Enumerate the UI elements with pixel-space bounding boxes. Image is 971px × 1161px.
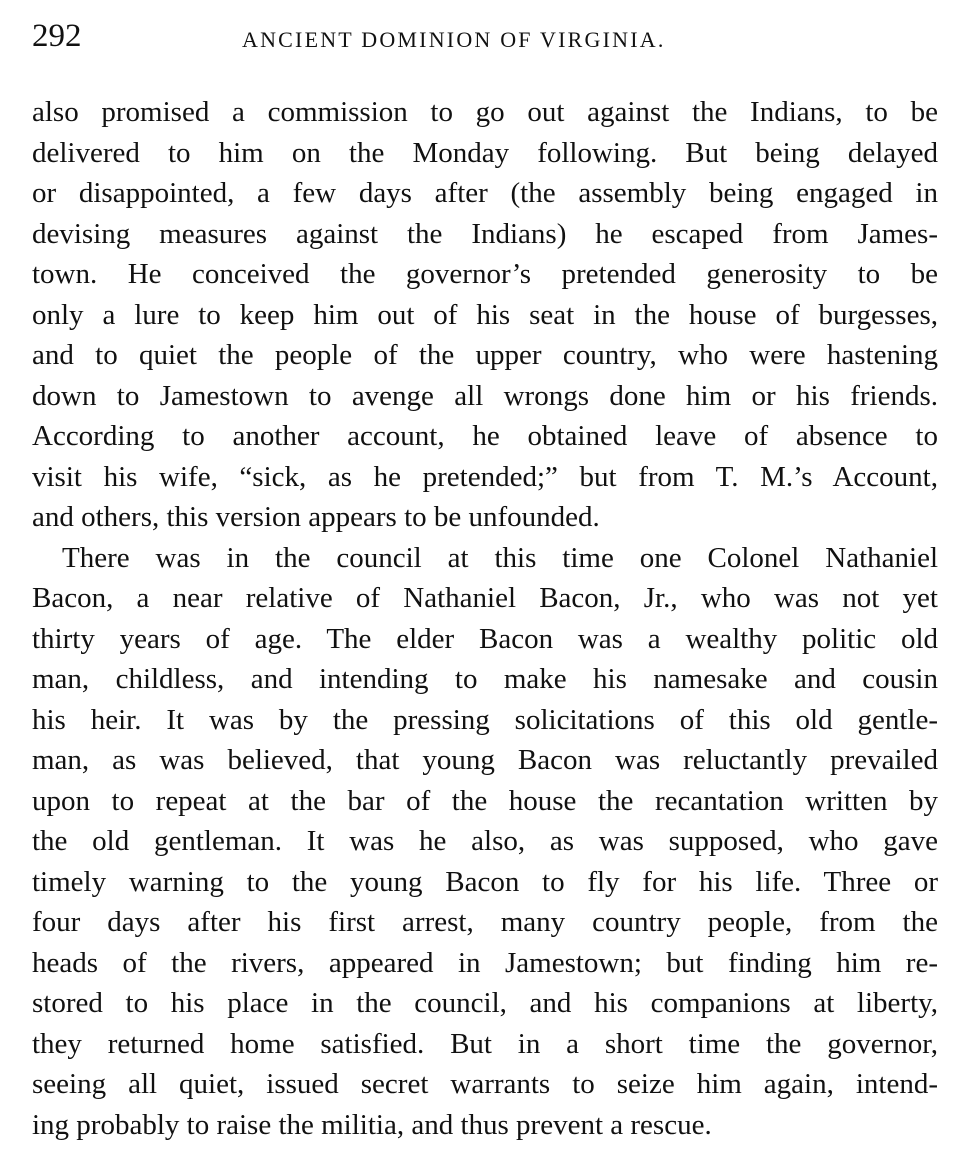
text-line: his heir. It was by the pressing solicitations of this old gentle-	[32, 703, 938, 736]
text-line: and to quiet the people of the upper country, who were hastening	[32, 339, 938, 371]
text-line: only a lure to keep him out of his seat in the house of burgesses,	[32, 298, 938, 331]
text-line: There was in the council at this time one Colonel Nathaniel	[62, 541, 938, 574]
text-line: man, childless, and intending to make his namesake and cousin	[32, 663, 938, 695]
page-number: 292	[32, 18, 82, 54]
text-line: delivered to him on the Monday following. But being delayed	[32, 136, 938, 169]
text-line: visit his wife, “sick, as he pretended;” but from T. M.’s Account,	[32, 460, 938, 493]
text-line: or disappointed, a few days after (the assembly being engaged in	[32, 177, 938, 209]
paragraph	[32, 538, 938, 1146]
text-line: Bacon, a near relative of Nathaniel Bacon, Jr., who was not yet	[32, 582, 938, 614]
text-line: thirty years of age. The elder Bacon was a wealthy politic old	[32, 622, 938, 655]
text-line: down to Jamestown to avenge all wrongs done him or his friends.	[32, 379, 938, 412]
text-line: four days after his first arrest, many country people, from the	[32, 906, 938, 938]
text-line: they returned home satisfied. But in a short time the governor,	[32, 1027, 938, 1060]
running-title: ANCIENT DOMINION OF VIRGINIA.	[242, 27, 666, 52]
text-line: town. He conceived the governor’s pretended generosity to be	[32, 258, 938, 290]
text-line: heads of the rivers, appeared in Jamestown; but finding him re-	[32, 946, 938, 979]
text-line: According to another account, he obtained leave of absence to	[32, 420, 938, 452]
text-line: stored to his place in the council, and his companions at liberty,	[32, 987, 938, 1019]
text-line: devising measures against the Indians) he escaped from James-	[32, 217, 938, 250]
text-line: timely warning to the young Bacon to fly for his life. Three or	[32, 865, 938, 898]
text-line: upon to repeat at the bar of the house the recantation written by	[32, 784, 938, 817]
text-line: also promised a commission to go out against the Indians, to be	[32, 96, 938, 128]
text-line: ing probably to raise the militia, and thus prevent a rescue.	[32, 1108, 712, 1141]
paragraph	[32, 92, 938, 538]
text-line: the old gentleman. It was he also, as was supposed, who gave	[32, 825, 938, 857]
text-line: and others, this version appears to be unfounded.	[32, 501, 600, 533]
body-text	[32, 92, 938, 1145]
text-line: man, as was believed, that young Bacon was reluctantly prevailed	[32, 744, 938, 776]
running-head	[32, 12, 938, 60]
text-line: seeing all quiet, issued secret warrants to seize him again, intend-	[32, 1068, 938, 1100]
